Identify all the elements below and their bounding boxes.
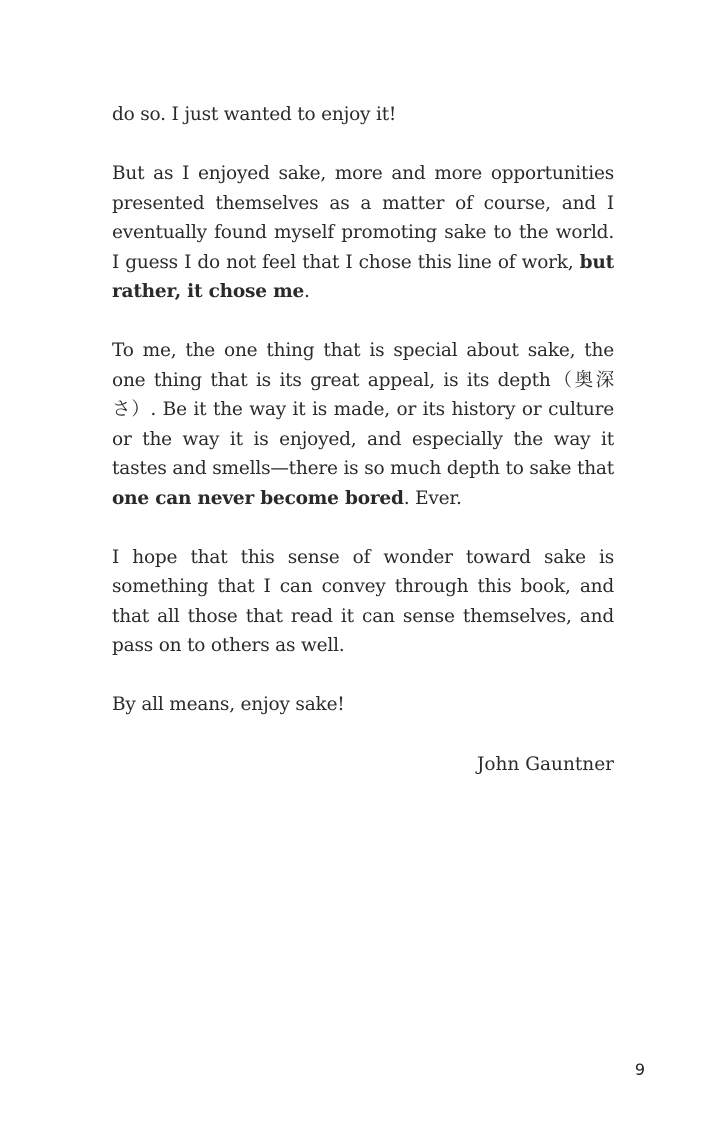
paragraph-2-emphasis: but rather, it chose me: [112, 251, 614, 302]
body-text: [112, 100, 614, 749]
paragraph-5: By all means, enjoy sake!: [112, 694, 345, 715]
paragraph-3-emphasis: one can never become bored: [112, 487, 404, 509]
paragraph-4: I hope that this sense of wonder toward sake is something that I can convey through this book, and that all those that read it can sense themselves, and pass on to others as well.: [112, 546, 614, 656]
paragraph-3: [112, 336, 614, 513]
paragraph-1: do so. I just wanted to enjoy it!: [112, 104, 397, 125]
page-number: 9: [634, 1060, 645, 1079]
author-signature: John Gauntner: [476, 754, 614, 775]
paragraph-3-end: . Ever.: [403, 487, 462, 509]
paragraph-2-end: .: [304, 281, 310, 302]
paragraph-2: [112, 159, 614, 307]
paragraph-3-text: To me, the one thing that is special about sake, the one thing that is its great appeal, is its depth（奥深さ）. Be it the way it is made, or its history or culture or the way it is enjoyed, and especially the way it tastes and smells—there is so much depth to sake that: [112, 340, 614, 479]
paragraph-2-text: But as I enjoyed sake, more and more opportunities presented themselves as a matter of course, and I eventually found myself promoting sake to the world. I guess I do not feel that I chose this line of work,: [112, 163, 614, 273]
